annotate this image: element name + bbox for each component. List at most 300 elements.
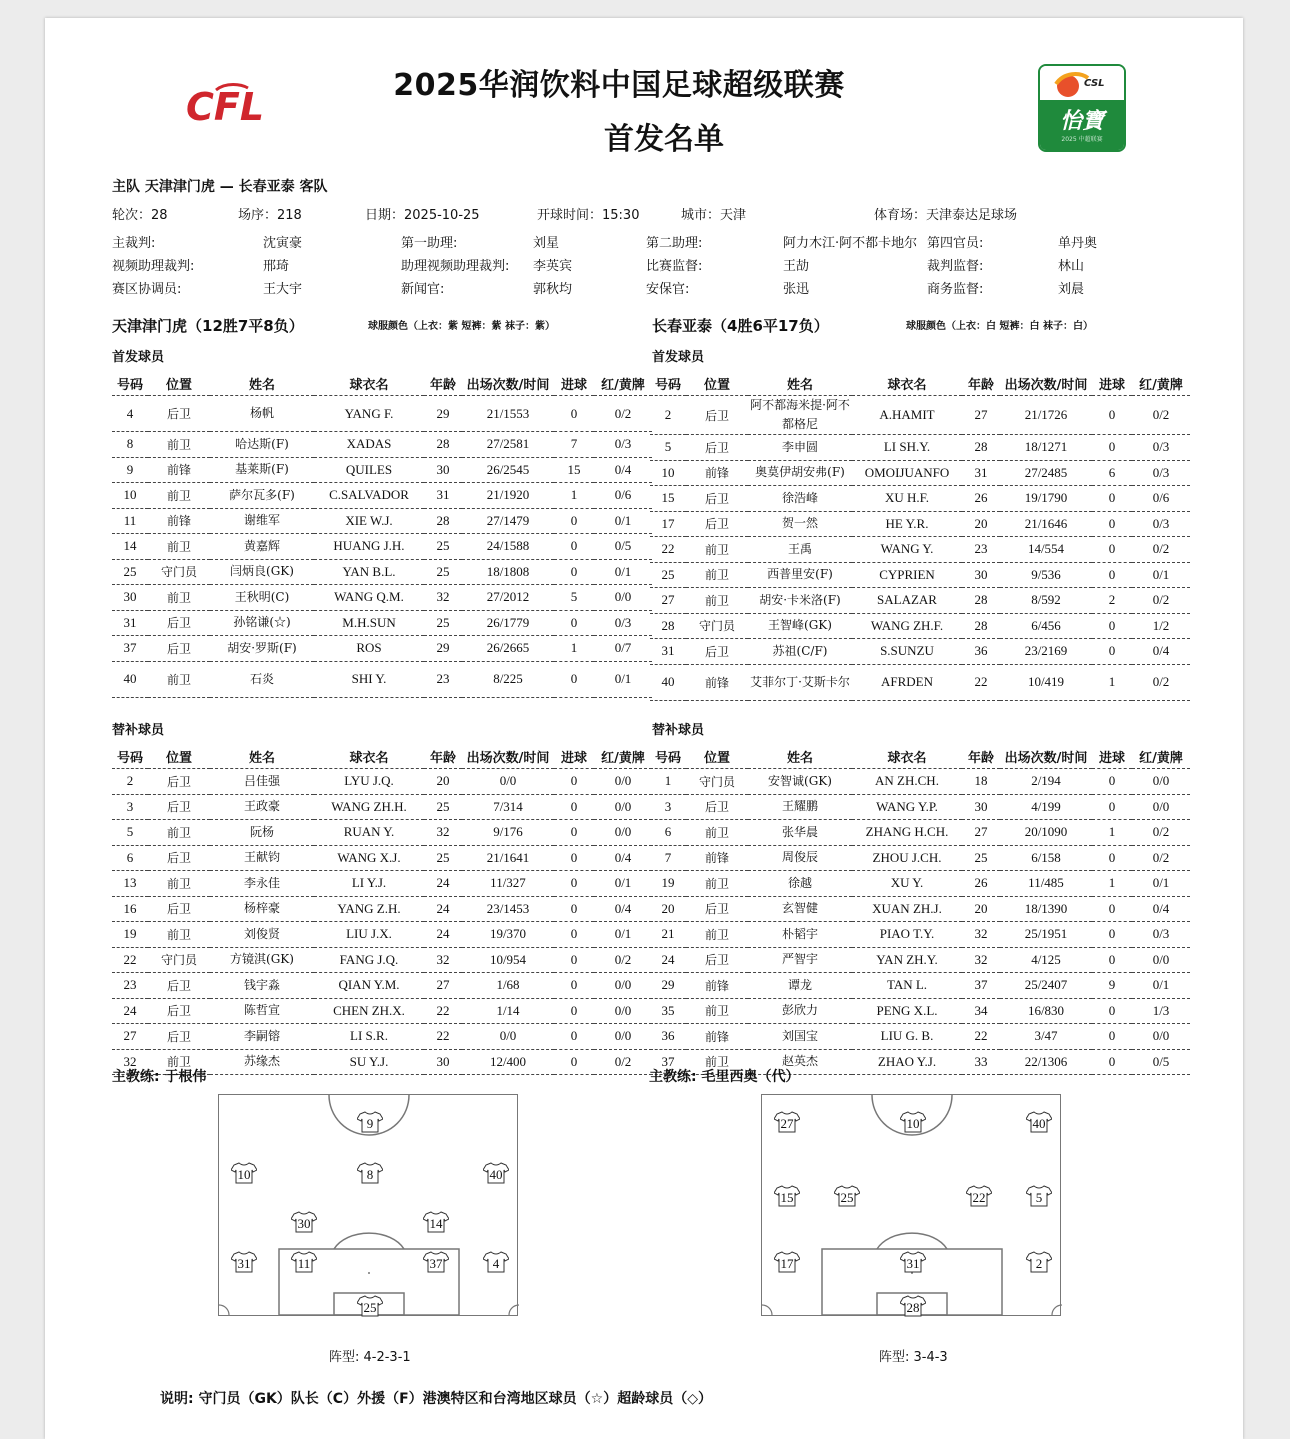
player-row: [112, 585, 652, 611]
player-en: TAN L.: [852, 973, 962, 999]
game-no: 场序：218: [238, 208, 302, 223]
column-header: 年龄: [962, 744, 1000, 769]
player-nm: 阿不都海米提·阿不都格尼: [748, 396, 852, 435]
player-cards: 0/4: [594, 845, 652, 871]
player-cards: 0/2: [1132, 820, 1190, 846]
player-goals: 0: [554, 396, 594, 432]
player-apps: 8/592: [1000, 588, 1092, 614]
player-apps: 4/125: [1000, 947, 1092, 973]
column-header: 姓名: [748, 371, 852, 396]
column-header: 号码: [112, 371, 148, 396]
player-age: 28: [962, 588, 1000, 614]
player-shirt-icon: [1026, 1111, 1052, 1133]
player-pos: 后卫: [148, 998, 210, 1024]
player-cards: 0/3: [594, 432, 652, 458]
player-nm: 王秋明(C): [210, 585, 314, 611]
column-header: 出场次数/时间: [1000, 371, 1092, 396]
player-pos: 前卫: [148, 820, 210, 846]
player-cards: 0/7: [594, 636, 652, 662]
player-pos: 后卫: [686, 794, 748, 820]
column-header: 位置: [148, 744, 210, 769]
player-cards: 0/2: [1132, 537, 1190, 563]
player-cards: 0/6: [1132, 486, 1190, 512]
player-goals: 0: [554, 534, 594, 560]
player-pos: 前卫: [148, 871, 210, 897]
player-goals: 0: [554, 922, 594, 948]
player-shirt-icon: [900, 1251, 926, 1273]
player-age: 32: [962, 922, 1000, 948]
player-en: ZHOU J.CH.: [852, 845, 962, 871]
column-header: 进球: [554, 744, 594, 769]
player-nm: 李申圆: [748, 435, 852, 461]
official-value2: 李英宾: [533, 259, 573, 274]
player-apps: 27/1479: [462, 508, 554, 534]
player-row: [650, 769, 1190, 795]
player-cards: 0/2: [594, 396, 652, 432]
player-row: [112, 483, 652, 509]
player-pos: 前锋: [686, 845, 748, 871]
player-shirt-icon: [900, 1111, 926, 1133]
player-pos: 前卫: [686, 588, 748, 614]
column-header: 年龄: [962, 371, 1000, 396]
official-label4: 第四官员:: [927, 236, 984, 251]
player-goals: 0: [1092, 537, 1132, 563]
official-value2: 刘星: [533, 236, 560, 251]
player-shirt-icon: [774, 1251, 800, 1273]
player-pos: 后卫: [148, 845, 210, 871]
player-nm: 王政豪: [210, 794, 314, 820]
player-cards: 0/1: [594, 661, 652, 697]
player-age: 20: [962, 511, 1000, 537]
player-age: 22: [962, 664, 1000, 700]
player-cards: 0/5: [594, 534, 652, 560]
player-pos: 后卫: [686, 947, 748, 973]
player-pos: 前卫: [148, 661, 210, 697]
player-cards: 0/4: [1132, 896, 1190, 922]
player-shirt-icon: [357, 1295, 383, 1317]
shirt-number: 25: [363, 1300, 377, 1315]
player-age: 30: [962, 794, 1000, 820]
player-shirt-icon: [357, 1111, 383, 1133]
player-age: 27: [962, 820, 1000, 846]
official-label: 主裁判:: [112, 236, 156, 251]
player-nm: 杨帆: [210, 396, 314, 432]
column-header: 球衣名: [314, 371, 424, 396]
player-goals: 1: [1092, 664, 1132, 700]
player-num: 4: [112, 396, 148, 432]
player-pos: 守门员: [686, 613, 748, 639]
cfl-logo-text: CFL: [186, 85, 265, 128]
player-en: QIAN Y.M.: [314, 973, 424, 999]
home-formation-pitch: [218, 1094, 518, 1316]
column-header: 球衣名: [314, 744, 424, 769]
player-goals: 0: [1092, 922, 1132, 948]
shirt-number: 14: [429, 1216, 443, 1231]
player-goals: 0: [554, 973, 594, 999]
player-en: YANG F.: [314, 396, 424, 432]
player-cards: 0/1: [1132, 562, 1190, 588]
player-goals: 0: [1092, 845, 1132, 871]
player-num: 15: [650, 486, 686, 512]
player-apps: 4/199: [1000, 794, 1092, 820]
player-row: [650, 435, 1190, 461]
player-row: [112, 922, 652, 948]
player-apps: 19/1790: [1000, 486, 1092, 512]
player-goals: 0: [554, 559, 594, 585]
player-nm: 陈哲宣: [210, 998, 314, 1024]
player-num: 10: [112, 483, 148, 509]
player-pos: 后卫: [686, 896, 748, 922]
player-cards: 0/0: [594, 998, 652, 1024]
player-en: SALAZAR: [852, 588, 962, 614]
player-apps: 18/1271: [1000, 435, 1092, 461]
player-row: [112, 794, 652, 820]
player-num: 16: [112, 896, 148, 922]
player-cards: 0/0: [594, 585, 652, 611]
player-row: [650, 845, 1190, 871]
player-en: WANG Q.M.: [314, 585, 424, 611]
player-num: 3: [112, 794, 148, 820]
player-pos: 前卫: [148, 432, 210, 458]
column-header: 位置: [148, 371, 210, 396]
shirt-number: 28: [906, 1300, 920, 1315]
official-label4: 裁判监督:: [927, 259, 984, 274]
player-age: 20: [962, 896, 1000, 922]
shirt-number: 11: [297, 1256, 311, 1271]
player-pos: 前卫: [686, 871, 748, 897]
player-pos: 前卫: [148, 534, 210, 560]
player-row: [650, 896, 1190, 922]
column-header: 进球: [1092, 744, 1132, 769]
player-apps: 19/370: [462, 922, 554, 948]
player-apps: 25/2407: [1000, 973, 1092, 999]
player-age: 24: [424, 922, 462, 948]
player-row: [650, 1024, 1190, 1050]
player-goals: 0: [1092, 947, 1132, 973]
column-header: 出场次数/时间: [1000, 744, 1092, 769]
player-nm: 胡安·卡米洛(F): [748, 588, 852, 614]
player-num: 13: [112, 871, 148, 897]
player-nm: 吕佳强: [210, 769, 314, 795]
player-pos: 后卫: [148, 636, 210, 662]
player-goals: 1: [554, 483, 594, 509]
player-row: [112, 432, 652, 458]
match-line: 主队 天津津门虎 — 长春亚泰 客队: [112, 179, 328, 195]
player-age: 30: [424, 1049, 462, 1075]
player-en: XIE W.J.: [314, 508, 424, 534]
player-shirt-icon: [774, 1185, 800, 1207]
player-goals: 0: [554, 896, 594, 922]
player-apps: 14/554: [1000, 537, 1092, 563]
column-header: 号码: [650, 371, 686, 396]
player-pos: 后卫: [148, 973, 210, 999]
player-num: 5: [112, 820, 148, 846]
player-nm: 王禹: [748, 537, 852, 563]
player-apps: 9/176: [462, 820, 554, 846]
kickoff-time: 开球时间：15:30: [537, 208, 640, 223]
player-pos: 后卫: [148, 610, 210, 636]
player-num: 29: [650, 973, 686, 999]
player-cards: 0/1: [594, 922, 652, 948]
player-pos: 前锋: [686, 460, 748, 486]
column-header: 出场次数/时间: [462, 371, 554, 396]
player-shirt-icon: [423, 1211, 449, 1233]
player-row: [112, 871, 652, 897]
away-coach: 主教练: 毛里西奥（代）: [649, 1069, 800, 1085]
player-cards: 0/6: [594, 483, 652, 509]
player-num: 40: [650, 664, 686, 700]
official-value3: 王劼: [783, 259, 810, 274]
player-nm: 严智宇: [748, 947, 852, 973]
player-shirt-icon: [357, 1162, 383, 1184]
player-age: 30: [962, 562, 1000, 588]
player-row: [112, 610, 652, 636]
player-cards: 0/0: [594, 794, 652, 820]
player-en: AFRDEN: [852, 664, 962, 700]
shirt-number: 25: [840, 1190, 854, 1205]
match-date: 日期：2025-10-25: [365, 208, 480, 223]
player-en: LI Y.J.: [314, 871, 424, 897]
home-starters-table: [112, 371, 652, 698]
column-header: 进球: [1092, 371, 1132, 396]
shirt-number: 2: [1035, 1256, 1043, 1271]
player-goals: 1: [1092, 820, 1132, 846]
player-cards: 0/1: [594, 559, 652, 585]
player-goals: 0: [554, 769, 594, 795]
player-goals: 0: [1092, 794, 1132, 820]
away-starters-table: [650, 371, 1190, 701]
player-apps: 26/2545: [462, 457, 554, 483]
official-value: 邢琦: [263, 259, 290, 274]
player-nm: 徐越: [748, 871, 852, 897]
official-label4: 商务监督:: [927, 282, 984, 297]
player-goals: 0: [554, 1024, 594, 1050]
player-cards: 1/3: [1132, 998, 1190, 1024]
player-nm: 刘国宝: [748, 1024, 852, 1050]
player-age: 24: [424, 871, 462, 897]
player-apps: 21/1726: [1000, 396, 1092, 435]
player-cards: 0/2: [1132, 588, 1190, 614]
player-cards: 0/2: [1132, 396, 1190, 435]
player-cards: 0/1: [594, 871, 652, 897]
shirt-number: 15: [780, 1190, 794, 1205]
player-cards: 0/2: [1132, 845, 1190, 871]
player-apps: 1/14: [462, 998, 554, 1024]
player-goals: 0: [554, 998, 594, 1024]
player-nm: 孙铭谦(☆): [210, 610, 314, 636]
player-apps: 18/1390: [1000, 896, 1092, 922]
player-cards: 0/1: [1132, 973, 1190, 999]
player-cards: 0/0: [1132, 794, 1190, 820]
player-en: LIU J.X.: [314, 922, 424, 948]
player-goals: 6: [1092, 460, 1132, 486]
player-goals: 0: [554, 508, 594, 534]
player-en: XU Y.: [852, 871, 962, 897]
player-num: 36: [650, 1024, 686, 1050]
column-header: 红/黄牌: [594, 744, 652, 769]
player-pos: 后卫: [148, 794, 210, 820]
player-num: 37: [650, 1049, 686, 1075]
player-pos: 守门员: [148, 559, 210, 585]
official-label3: 比赛监督:: [646, 259, 703, 274]
home-coach: 主教练: 于根伟: [112, 1069, 207, 1085]
player-apps: 24/1588: [462, 534, 554, 560]
column-header: 球衣名: [852, 744, 962, 769]
player-en: HE Y.R.: [852, 511, 962, 537]
player-goals: 0: [554, 820, 594, 846]
player-age: 20: [424, 769, 462, 795]
player-en: LYU J.Q.: [314, 769, 424, 795]
player-cards: 0/4: [594, 896, 652, 922]
player-num: 9: [112, 457, 148, 483]
shirt-number: 17: [780, 1256, 794, 1271]
player-age: 25: [424, 534, 462, 560]
player-age: 22: [424, 1024, 462, 1050]
csl-logo-brand: 怡寶: [1059, 109, 1104, 134]
player-pos: 后卫: [686, 396, 748, 435]
player-cards: 0/3: [594, 610, 652, 636]
player-goals: 0: [554, 794, 594, 820]
player-pos: 前卫: [148, 922, 210, 948]
player-pos: 后卫: [686, 511, 748, 537]
player-goals: 0: [1092, 769, 1132, 795]
player-num: 31: [112, 610, 148, 636]
player-apps: 21/1641: [462, 845, 554, 871]
player-shirt-icon: [1026, 1185, 1052, 1207]
player-pos: 前锋: [148, 508, 210, 534]
official-value4: 刘晨: [1058, 282, 1085, 297]
player-age: 25: [424, 610, 462, 636]
player-age: 26: [962, 486, 1000, 512]
player-num: 5: [650, 435, 686, 461]
player-age: 28: [962, 613, 1000, 639]
official-value4: 单丹奥: [1058, 236, 1098, 251]
shirt-number: 9: [366, 1116, 374, 1131]
player-apps: 8/225: [462, 661, 554, 697]
player-age: 31: [424, 483, 462, 509]
player-en: SU Y.J.: [314, 1049, 424, 1075]
away-starters-heading: 首发球员: [652, 350, 705, 365]
player-en: FANG J.Q.: [314, 947, 424, 973]
player-nm: 苏祖(C/F): [748, 639, 852, 665]
player-cards: 0/5: [1132, 1049, 1190, 1075]
player-row: [650, 511, 1190, 537]
player-row: [112, 1024, 652, 1050]
player-nm: 贺一然: [748, 511, 852, 537]
player-nm: 萨尔瓦多(F): [210, 483, 314, 509]
player-age: 24: [424, 896, 462, 922]
player-num: 28: [650, 613, 686, 639]
player-cards: 0/0: [594, 769, 652, 795]
player-num: 25: [112, 559, 148, 585]
player-shirt-icon: [483, 1251, 509, 1273]
official-value4: 林山: [1058, 259, 1085, 274]
player-age: 26: [962, 871, 1000, 897]
official-label2: 新闻官:: [401, 282, 445, 297]
player-pos: 前卫: [686, 537, 748, 563]
player-num: 24: [112, 998, 148, 1024]
player-row: [650, 871, 1190, 897]
player-pos: 后卫: [148, 1024, 210, 1050]
player-shirt-icon: [291, 1251, 317, 1273]
player-shirt-icon: [291, 1211, 317, 1233]
player-age: 29: [424, 636, 462, 662]
player-pos: 前卫: [686, 1049, 748, 1075]
player-nm: 闫炳良(GK): [210, 559, 314, 585]
player-en: LIU G. B.: [852, 1024, 962, 1050]
player-num: 31: [650, 639, 686, 665]
player-en: QUILES: [314, 457, 424, 483]
player-num: 2: [112, 769, 148, 795]
player-goals: 0: [1092, 435, 1132, 461]
round: 轮次：28: [112, 208, 168, 223]
player-age: 32: [962, 947, 1000, 973]
player-row: [650, 998, 1190, 1024]
player-cards: 0/3: [1132, 435, 1190, 461]
player-pos: 前卫: [148, 483, 210, 509]
player-cards: 0/1: [594, 508, 652, 534]
player-pos: 前卫: [148, 1049, 210, 1075]
player-age: 27: [424, 973, 462, 999]
player-nm: 阮杨: [210, 820, 314, 846]
player-goals: 0: [554, 1049, 594, 1075]
player-apps: 7/314: [462, 794, 554, 820]
player-row: [112, 973, 652, 999]
player-goals: 1: [1092, 871, 1132, 897]
player-row: [112, 820, 652, 846]
player-pos: 前卫: [686, 998, 748, 1024]
player-age: 27: [962, 396, 1000, 435]
player-age: 36: [962, 639, 1000, 665]
player-apps: 6/158: [1000, 845, 1092, 871]
player-goals: 0: [1092, 511, 1132, 537]
player-apps: 2/194: [1000, 769, 1092, 795]
player-nm: 朴韬宇: [748, 922, 852, 948]
player-en: WANG Y.P.: [852, 794, 962, 820]
player-nm: 彭欣力: [748, 998, 852, 1024]
player-nm: 西普里安(F): [748, 562, 852, 588]
player-age: 25: [424, 794, 462, 820]
player-en: WANG X.J.: [314, 845, 424, 871]
column-header: 位置: [686, 744, 748, 769]
player-en: PENG X.L.: [852, 998, 962, 1024]
player-age: 25: [424, 559, 462, 585]
player-num: 8: [112, 432, 148, 458]
player-cards: 0/1: [1132, 871, 1190, 897]
player-goals: 5: [554, 585, 594, 611]
player-cards: 0/0: [1132, 769, 1190, 795]
player-goals: 0: [1092, 998, 1132, 1024]
player-nm: 玄智健: [748, 896, 852, 922]
player-age: 31: [962, 460, 1000, 486]
player-nm: 胡安·罗斯(F): [210, 636, 314, 662]
player-apps: 18/1808: [462, 559, 554, 585]
player-goals: 0: [554, 845, 594, 871]
column-header: 红/黄牌: [1132, 371, 1190, 396]
player-row: [650, 794, 1190, 820]
player-apps: 6/456: [1000, 613, 1092, 639]
player-en: WANG Y.: [852, 537, 962, 563]
player-row: [112, 457, 652, 483]
player-nm: 李嗣镕: [210, 1024, 314, 1050]
player-cards: 0/4: [1132, 639, 1190, 665]
home-subs-table: [112, 744, 652, 1075]
player-en: XU H.F.: [852, 486, 962, 512]
player-pos: 后卫: [148, 896, 210, 922]
player-nm: 石炎: [210, 661, 314, 697]
home-subs-heading: 替补球员: [112, 723, 165, 738]
shirt-number: 4: [492, 1256, 500, 1271]
